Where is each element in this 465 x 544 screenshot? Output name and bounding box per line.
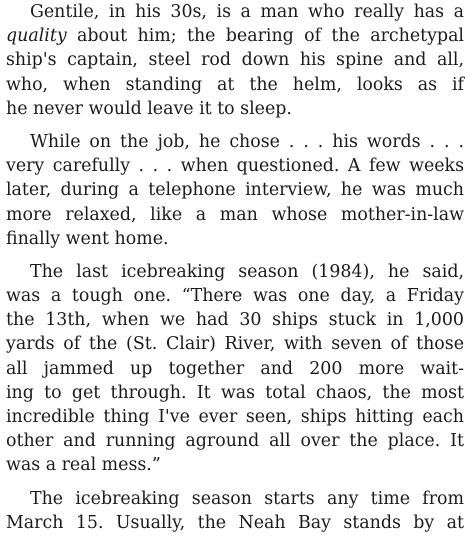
text-line: The icebreaking season starts any time from [30,488,464,509]
text-line: all jammed up together and 200 more wait- [6,358,464,379]
text-line: the 13th, when we had 30 ships stuck in 1,000 [6,310,464,331]
italic-word: quality [6,26,67,47]
paragraph-2 [6,130,464,251]
text-line [6,24,464,48]
text-line: other and running aground all over the place. It [6,431,464,452]
text-run: about him; the bearing of the archetypal [66,26,464,47]
text-line: he never would leave it to sleep. [6,98,292,119]
paragraph-4 [6,487,464,535]
text-line: The last icebreaking season (1984), he said, [30,261,464,282]
text-line: yards of the (St. Clair) River, with seven of those [6,334,464,355]
text-line: ing to get through. It was total chaos, the most [6,382,464,403]
paragraph-3 [6,260,464,478]
text-line: ship's captain, steel rod down his spine and all, [6,50,464,71]
text-line: Gentile, in his 30s, is a man who really has a [30,2,464,22]
text-line: very carefully . . . when questioned. A few weeks [6,156,464,177]
text-line: was a tough one. “There was one day, a Friday [6,286,464,307]
text-line: more relaxed, like a man whose mother-in-law [6,204,464,225]
paragraph-1 [6,0,464,121]
text-line: was a real mess.” [6,455,161,476]
text-line: who, when standing at the helm, looks as if [6,74,464,95]
text-line: March 15. Usually, the Neah Bay stands by at [6,512,464,533]
text-line: later, during a telephone interview, he was much [6,180,464,201]
text-line: incredible thing I've ever seen, ships hitting each [6,407,464,427]
text-line: finally went home. [6,228,169,249]
article-column [6,0,464,544]
text-line: While on the job, he chose . . . his words . . . [30,131,464,152]
